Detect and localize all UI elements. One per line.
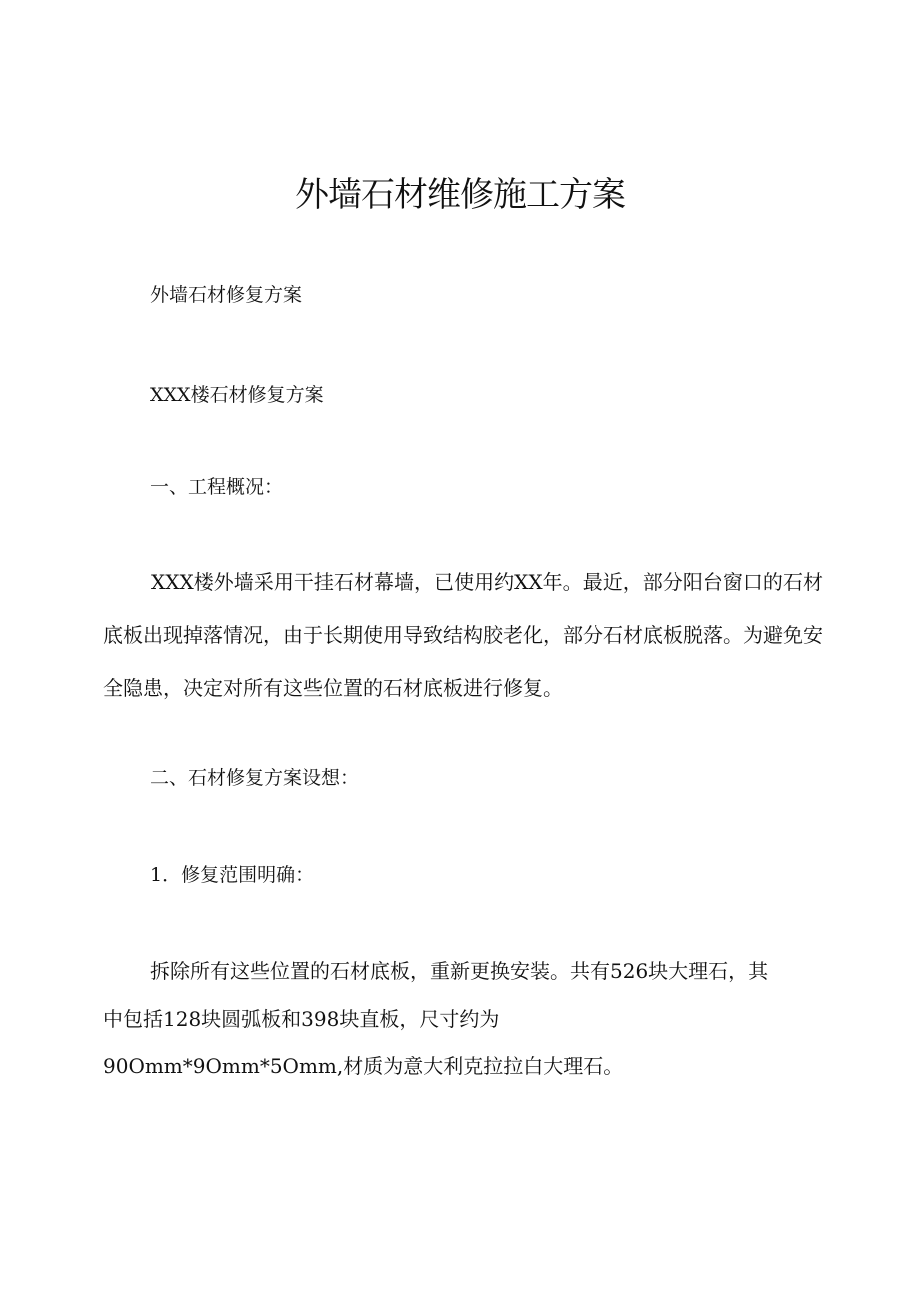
- item-1-paragraph-line-3: 90Omm*9Omm*5Omm,材质为意大利克拉拉白大理石。: [103, 1054, 624, 1078]
- section-1-heading: 一、工程概况：: [150, 476, 284, 498]
- item-1-paragraph-line-1: 拆除所有这些位置的石材底板，重新更换安装。共有526块大理石，其: [150, 959, 769, 983]
- section-1-paragraph: XXX楼外墙采用干挂石材幕墙，已使用约XX年。最近，部分阳台窗口的石材底板出现掉落情况，由于长期使用导致结构胶老化，部分石材底板脱落。为避免安全隐患，决定对所有这些位置的石材底板进行修复。: [103, 570, 823, 700]
- subtitle: 外墙石材修复方案: [150, 284, 303, 306]
- section-2-heading: 二、石材修复方案设想：: [150, 767, 360, 789]
- building-title: XXX楼石材修复方案: [150, 384, 324, 406]
- item-1-paragraph-line-2: 中包括128块圆弧板和398块直板，尺寸约为: [103, 1007, 500, 1031]
- document-title: 外墙石材维修施工方案: [295, 175, 625, 215]
- item-1-heading: 1．修复范围明确：: [150, 864, 315, 886]
